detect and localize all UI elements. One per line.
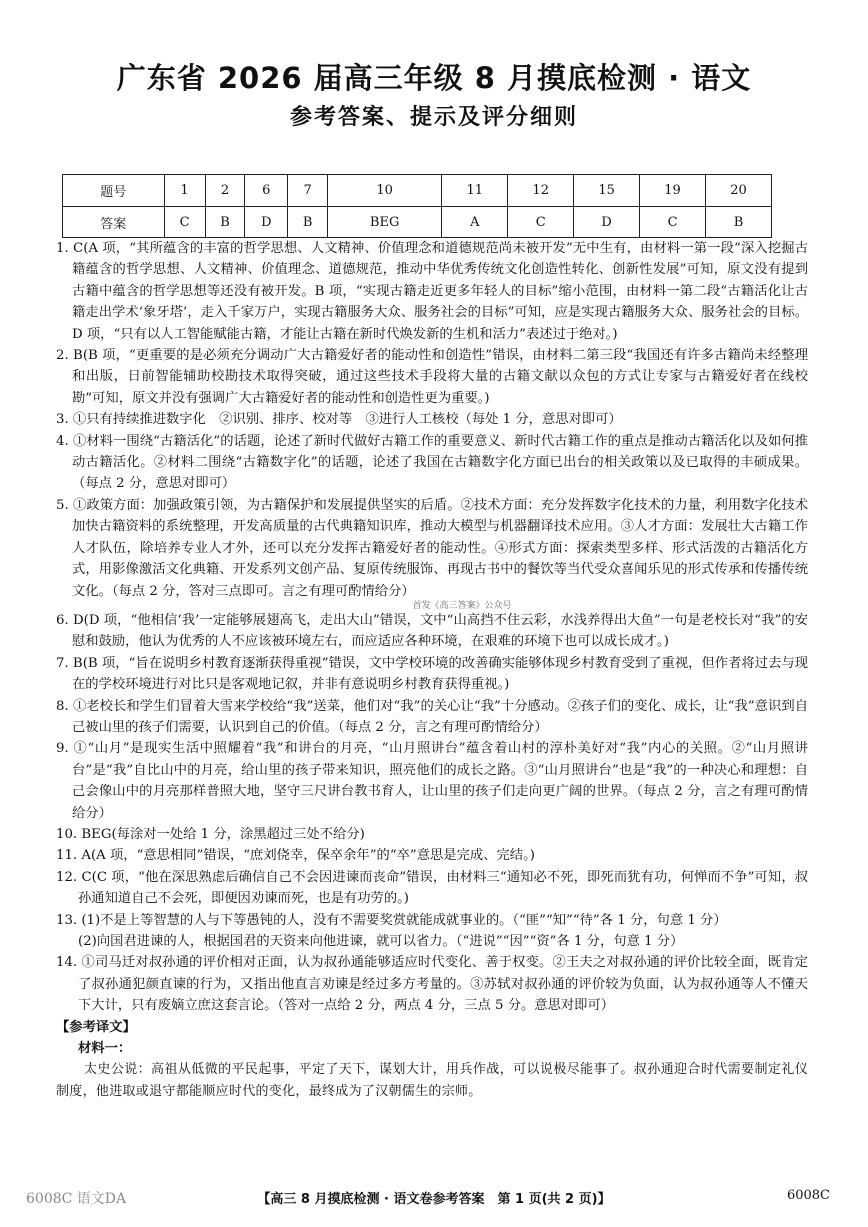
answer-cell: B bbox=[706, 207, 772, 238]
answer-item: 11. A(A 项，“意思相同”错误，“庶刘侥幸，保卒余年”的“卒”意思是完成、完结。) bbox=[56, 848, 535, 864]
material-label: 材料一： bbox=[78, 1041, 132, 1057]
footer-code: 6008C 语文DA bbox=[26, 1191, 127, 1207]
reference-heading: 【参考译文】 bbox=[56, 1019, 136, 1035]
answer-item: 4. ①材料一围绕“古籍活化”的话题，论述了新时代做好古籍工作的重要意义、新时代古籍工作的重点是推动古籍活化以及如何推动古籍活化。②材料二围绕“古籍数字化”的话题，论述了我国在古籍数字化方面已出台的相关政策以及已取得的丰硕成果。（每点 2 分，意思对即可） bbox=[56, 433, 808, 492]
answer-body bbox=[56, 238, 808, 1102]
question-number: 1 bbox=[164, 175, 205, 207]
answer-table bbox=[62, 174, 772, 238]
question-number: 19 bbox=[640, 175, 706, 207]
table-row bbox=[63, 175, 772, 207]
table-row bbox=[63, 207, 772, 238]
answer-cell: C bbox=[508, 207, 574, 238]
answer-cell: B bbox=[205, 207, 245, 238]
answer-item: 8. ①老校长和学生们冒着大雪来学校给“我”送菜，他们对“我”的关心让“我”十分感动。②孩子们的变化、成长，让“我”意识到自己被山里的孩子们需要，认识到自己的价值。（每点 2 分，言之有理可酌情给分） bbox=[56, 698, 808, 735]
row-label: 答案 bbox=[63, 207, 165, 238]
answer-item: 9. ①“山月”是现实生活中照耀着“我”和讲台的月亮，“山月照讲台”蕴含着山村的淳朴美好对“我”内心的关照。②“山月照讲台”是“我”自比山中的月亮，给山里的孩子带来知识，照亮他们的成长之路。③“山月照讲台”也是“我”的一种决心和理想：自己会像山中的月亮那样普照大地，坚守三尺讲台教书育人，让山里的孩子们走向更广阔的世界。（每点 2 分，言之有理可酌情给分） bbox=[56, 741, 808, 821]
footer-page-info: 【高三 8 月摸底检测 · 语文卷参考答案 第 1 页(共 2 页)】 bbox=[257, 1192, 611, 1207]
translation-text: 太史公说：高祖从低微的平民起事，平定了天下，谋划大计，用兵作战，可以说极尽能事了。叔孙通迎合时代需要制定礼仪制度，他进取或退守都能顺应时代的变化，最终成为了汉朝儒生的宗师。 bbox=[56, 1062, 808, 1099]
answer-cell: BEG bbox=[327, 207, 441, 238]
question-number: 11 bbox=[442, 175, 508, 207]
answer-cell: D bbox=[245, 207, 288, 238]
answer-cell: C bbox=[164, 207, 205, 238]
answer-item: 5. ①政策方面：加强政策引领，为古籍保护和发展提供坚实的后盾。②技术方面：充分发挥数字化技术的力量，利用数字化技术加快古籍资料的系统整理，开发高质量的古代典籍知识库，推动大模型与机器翻译技术应用。③人才方面：发展壮大古籍工作人才队伍，除培养专业人才外，还可以充分发挥古籍爱好者的能动性。④形式方面：探索类型多样、形式活泼的古籍活化方式，用影像激活文化典籍、开发系列文创产品、复原传统服饰、再现古书中的餐饮等当代受众喜闻乐见的形式传承和传播传统文化。（每点 2 分，答对三点即可。言之有理可酌情给分） bbox=[56, 497, 808, 599]
footer-code-right: 6008C bbox=[786, 1188, 830, 1203]
answer-item: 14. ①司马迁对叔孙通的评价相对正面，认为叔孙通能够适应时代变化、善于权变。②王夫之对叔孙通的评价比较全面，既肯定了叔孙通犯颜直谏的行为，又指出他直言劝谏是经过多方考量的。③苏轼对叔孙通的评价较为负面，认为叔孙通等人不懂天下大计，只有废嫡立庶这套言论。（答对一点给 2 分，两点 4 分，三点 5 分。意思对即可） bbox=[56, 955, 808, 1014]
question-number: 12 bbox=[508, 175, 574, 207]
answer-item: 3. ①只有持续推进数字化 ②识别、排序、校对等 ③进行人工核校（每处 1 分，意思对即可） bbox=[56, 412, 622, 428]
answer-item: 2. B(B 项，“更重要的是必须充分调动广大古籍爱好者的能动性和创造性”错误，由材料二第三段“我国还有许多古籍尚未经整理和出版，日前智能辅助校勘技术取得突破，通过这些技术手段将大量的古籍文献以众包的方式让专家与古籍爱好者在线校勘”可知，原文并没有强调广大古籍爱好者的能动性和创造性更为重要。) bbox=[56, 348, 808, 406]
answer-item: 12. C(C 项，“他在深思熟虑后确信自己不会因进谏而丧命”错误，由材料三“通知必不死，即死而犹有功，何惮而不争”可知，叔孙通知道自己不会死，即便因劝谏而死，也是有功劳的。) bbox=[56, 869, 808, 907]
answer-item: 13. (1)不是上等智慧的人与下等愚钝的人，没有不需要奖赏就能成就事业的。（“匪”“知”“待”各 1 分，句意 1 分） bbox=[56, 912, 727, 928]
page-subtitle: 参考答案、提示及评分细则 bbox=[289, 105, 578, 130]
answer-cell: C bbox=[640, 207, 706, 238]
answer-cell: A bbox=[442, 207, 508, 238]
page-title: 广东省 2026 届高三年级 8 月摸底检测 · 语文 bbox=[116, 61, 752, 95]
watermark: 首发《高三答案》公众号 bbox=[412, 600, 512, 611]
answer-subitem: (2)向国君进谏的人，根据国君的天资来向他进谏，就可以省力。（“进说”“因”“资”各 1 分，句意 1 分） bbox=[78, 934, 684, 949]
question-number: 20 bbox=[706, 175, 772, 207]
answer-item: 10. BEG(每涂对一处给 1 分，涂黑超过三处不给分) bbox=[56, 826, 365, 842]
answer-item: 1. C(A 项，“其所蕴含的丰富的哲学思想、人文精神、价值理念和道德规范尚未被开发”无中生有，由材料一第一段“深入挖掘古籍蕴含的哲学思想、人文精神、价值理念、道德规范，推动中华优秀传统文化创造性转化、创新性发展”可知，原文没有提到古籍中蕴含的哲学思想等还没有被开发。B 项，“实现古籍走近更多年轻人的目标”缩小范围，由材料一第二段“古籍活化让古籍走出学术‘象牙塔’，走入千家万户，实现古籍服务大众、服务社会的目标”可知，应是实现古籍服务大众、服务社会的目标。D 项，“只有以人工智能赋能古籍，才能让古籍在新时代焕发新的生机和活力”表述过于绝对。) bbox=[56, 241, 808, 342]
answer-cell: B bbox=[288, 207, 328, 238]
row-label: 题号 bbox=[63, 175, 165, 207]
answer-item: 7. B(B 项，“旨在说明乡村教育逐渐获得重视”错误，文中学校环境的改善确实能够体现乡村教育受到了重视，但作者将过去与现在的学校环境进行对比只是客观地记叙，并非有意说明乡村教育获得重视。) bbox=[56, 655, 808, 693]
question-number: 15 bbox=[574, 175, 640, 207]
question-number: 2 bbox=[205, 175, 245, 207]
answer-cell: D bbox=[574, 207, 640, 238]
answer-item: 6. D(D 项，“他相信‘我’一定能够展翅高飞，走出大山”错误，文中“山高挡不住云彩，水浅养得出大鱼”一句是老校长对“我”的安慰和鼓励，他认为优秀的人不应该被环境左右，而应适应各种环境，在艰难的环境下也可以成长成才。) bbox=[56, 612, 808, 650]
question-number: 10 bbox=[327, 175, 441, 207]
question-number: 6 bbox=[245, 175, 288, 207]
question-number: 7 bbox=[288, 175, 328, 207]
